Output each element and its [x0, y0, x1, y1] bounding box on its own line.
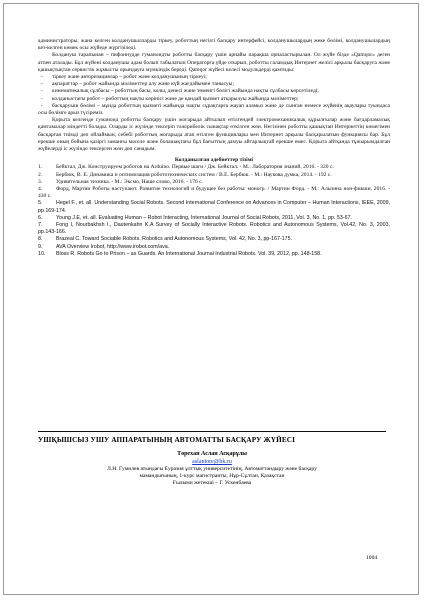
list-item: - ақпараттар – робот жайында мәліметтер алу және күй жағдайымен танысуы;	[38, 81, 234, 88]
reference-item: 1. Бейктал, Дж. Конструируем роботов на Arduino. Первые шаги / Дж. Бейктал. - М.: Лаборатория знаний, 2016. - 320 с.	[38, 164, 334, 171]
reference-item: 2. Бербюк, В. Е. Динамика и оптимизация робототехнических систем / В.Е. Бербюк. - М.: Наукова думка, 2014. - 192 c.	[38, 171, 332, 178]
reference-item: 4. Форд, Мартин Роботы наступают. Развитие технологий и будущее без работы: моногр. / Мартин Форд. - М.: Альпина нон-фикшн, 2016. - 430 c.	[38, 186, 390, 200]
page-number: 1004	[366, 555, 378, 561]
body-paragraph-2: Колдануш тарапынан – пифоннудде гуманоидты роботты басқару үшін арнайы парақша орналастырылан. Ол жүйе бізде «Qamqor» деген атпен аталады. Бұл жүйені колданушы адам болып табылатын Операторға үйде отырып, роботты галамдық Интернет желісі арқылы басқаруға және қашықтықтан сервистік жұмысты орындауға мүмкіндік береді. Qamqor жүйесі келесі модульдерді қамтиды:	[38, 52, 390, 73]
reference-item: 7. Fong I, Nourbakhsh I., Dautenkahn K.A Survey of Socially Interactive Robots. Robotics and Autonomous Systems, Vol.42, No. 3, 2003, pp.143-166.	[38, 222, 390, 236]
list-item: - басқаруыш бөлімі – мұнда роботтың қызметі жайында нақты сұрақтарға жауап аламыз және де сынған немесе жүйенің ақаулары туындаса осы бөлімге арыз түсіреміз.	[38, 102, 390, 117]
page-content	[38, 38, 390, 258]
supervisor: Ғылыми жетекші – Г. Ускенбаева	[172, 480, 252, 487]
affiliation-line: мамандығының, 1-курс магистранты, Нұр-Сұлтан, Қазақстан	[139, 473, 285, 480]
author-name: Төреxан Аслан Асқарұлы	[177, 451, 247, 457]
author-block	[38, 450, 386, 488]
body-paragraph-3: Қорыта келгенде гуманоид роботты басқару үшін жоғарыда айтылып өтілгендей электромеханикалық құрылғылар және бағдарламалық қамтамалар міндетті болады. Оларды іс жүзінде тексеріп тәжірибелік сынақтар өткізген жөн. Негізінен роботты қашықтан Интернеттің көмегімен басқарған тиімді деп ойлаймын, себебі роботтың жоғарыда атап өтілген функциялары мен Интернет арқылы басқарылатын функциясы бар. Бұл ерекше оның бойына қазіргі заманғы мәселе және болашақтағы бұл бағыттың дамуы айтарлықтай ерекше емес. Қорыта айтқанда тұжырымдалған жүйелерді іс жүзінде тексерген жөн деп санадым.	[38, 117, 390, 153]
reference-item: 3. Удивительная техника. - М.: Эксмо, Наше слово, 2016. - 176 c.	[38, 178, 204, 185]
reference-item: 6. Young J.E, et. all. Evaluating Human – Robot Interacting, International Journal of Social Robots, 2011, Vol. 3, No. 1, pp. 53-67.	[38, 214, 352, 221]
author-email-link[interactable]: aslantore@bk.ru	[192, 459, 232, 465]
body-paragraph-1: администраторы, жана келген колданушылларды тіркеу, роботтың негізгі басқару интерфейсі, колданушылардың жеке бөлімі, колданушылардың кез-келген көмек осы жүйеде жүргізіледі.	[38, 38, 390, 52]
affiliation-line: Л.Н. Гумилев атындағы Еуразия ұлттық университетінің, Автоматтандыру және басқару	[107, 466, 317, 472]
list-item: - кинематикалық сұлбасы – роботтың басы, колы, денесі және төменгі бөлігі жайында нақты сұлбасы көрсетіледі;	[38, 88, 319, 95]
reference-item: 8. Brazeal C. Toward Sociable Robots. Robotics and Autonomous Systems, Vol. 42, No. 3, pp-167-175.	[38, 236, 293, 243]
references-heading: Колданылған әдебиеттер тізімі	[174, 157, 254, 164]
list-item: - тіркеу және авторизациялар – робот және колданушының тіркеуі;	[38, 74, 207, 81]
references-list	[38, 164, 390, 258]
reference-item: 10. Bloss R. Robots Go to Prison – as Guards. An International Journal Industrial Robots. Vol. 39, 2012, pp. 148-158.	[38, 250, 322, 257]
reference-item: 9. AVA Overview Irobot, http://www.irobot.com/ava.	[38, 243, 170, 250]
reference-item: 5. Hegel F., et. all. Understanding Social Robots. Second International Conference on Advances in Computer – Human Interactions, IEEE, 2009, pp.169-174.	[38, 200, 390, 214]
article-title: УШҚЫШСЫЗ УШУ АППАРАТЫНЫҢ АВТОМАТТЫ БАСҚАРУ ЖҮЙЕСІ	[38, 436, 296, 444]
list-item: - колданыстағы робот – роботтың нақты көрінісі және де қандай қызмет атқарылуы жайында мәліметтер;	[38, 95, 299, 102]
section-divider	[38, 431, 386, 432]
modules-list	[38, 74, 390, 117]
